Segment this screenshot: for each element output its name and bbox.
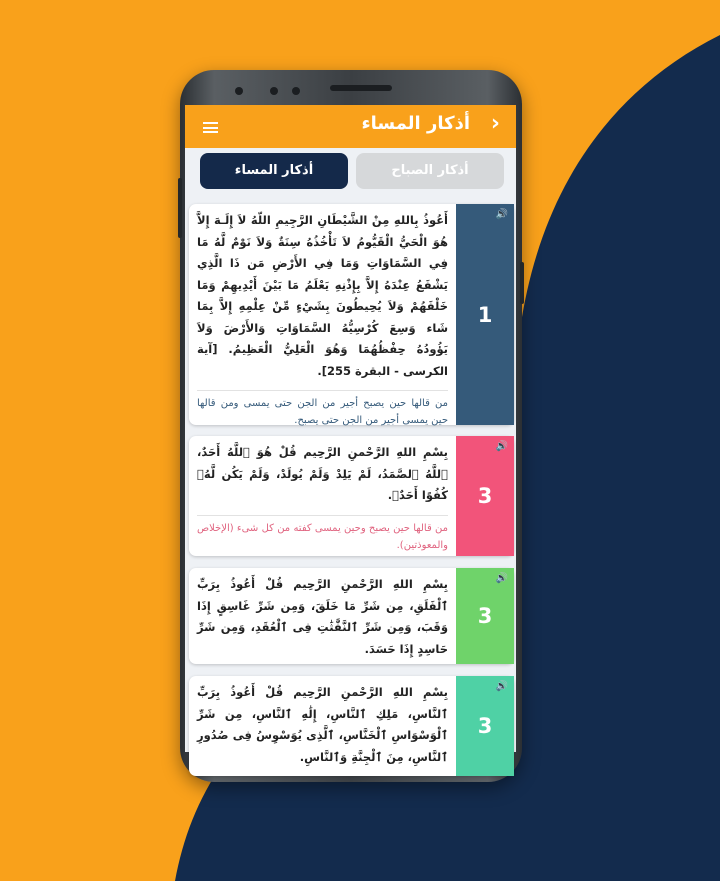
tab-morning[interactable]: أذكار الصباح [356, 153, 504, 189]
counter-strip[interactable] [456, 676, 514, 776]
dhikr-card[interactable] [189, 568, 514, 664]
speaker-icon[interactable]: 🔊 [495, 573, 508, 584]
count: 1 [477, 302, 493, 327]
speaker-icon[interactable]: 🔊 [495, 681, 508, 692]
dhikr-text: بِسْمِ اللهِ الرَّحْمنِ الرَّحِيم قُلْ أَعُوذُ بِرَبِّ ٱلْفَلَقِ، مِن شَرِّ مَا خَلَقَ، وَمِن شَرِّ غَاسِقٍ إِذَا وَقَبَ، وَمِن شَرِّ ٱلنَّفَّٰثَٰتِ فِى ٱلْعُقَدِ، وَمِن شَرِّ حَاسِدٍ إِذَا حَسَدَ. [197, 577, 448, 656]
counter-strip[interactable] [456, 436, 514, 556]
tabs [200, 153, 504, 189]
volume-button [178, 178, 182, 238]
dhikr-text: بِسْمِ اللهِ الرَّحْمنِ الرَّحِيم قُلْ أَعُوذُ بِرَبِّ ٱلنَّاسِ، مَلِكِ ٱلنَّاسِ، إِلَٰهِ ٱلنَّاسِ، مِن شَرِّ ٱلْوَسْوَاسِ ٱلْخَنَّاسِ، ٱلَّذِى يُوَسْوِسُ فِى صُدُورِ ٱلنَّاسِ، مِنَ ٱلْجِنَّةِ وَٱلنَّاسِ. [197, 685, 448, 764]
counter-strip[interactable] [456, 204, 514, 425]
tab-evening[interactable]: أذكار المساء [200, 153, 348, 189]
count: 3 [477, 714, 493, 738]
earpiece [330, 85, 392, 91]
speaker-icon[interactable]: 🔊 [495, 209, 508, 220]
dhikr-text: بِسْمِ اللهِ الرَّحْمنِ الرَّحِيم قُلْ هُوَ ٱللَّهُ أَحَدٌ، ٱللَّهُ ٱلصَّمَدُ، لَمْ يَلِدْ وَلَمْ يُولَدْ، وَلَمْ يَكُن لَّهُۥ كُفُوًا أَحَدٌۢ. [197, 445, 448, 502]
count: 3 [477, 484, 493, 508]
dhikr-card[interactable] [189, 436, 514, 556]
counter-strip[interactable] [456, 568, 514, 664]
dhikr-note: من قالها حين يصبح وحين يمسى كفته من كل شىء (الإخلاص والمعوذتين). [197, 515, 448, 554]
power-button [520, 262, 524, 304]
sensor-icon [270, 87, 278, 95]
page-title: أذكار المساء [361, 113, 470, 134]
count: 3 [477, 604, 493, 628]
speaker-icon[interactable]: 🔊 [495, 441, 508, 452]
app-header [185, 105, 516, 148]
dhikr-card[interactable] [189, 204, 514, 425]
dhikr-note: من قالها حين يصبح أجير من الجن حتى يمسى ومن قالها حين يمسى أجير من الجن حتى يصبح. [197, 390, 448, 429]
dhikr-text: أَعُوذُ بِاللهِ مِنْ الشَّيْطَانِ الرَّجِيمِ اللّهُ لاَ إِلَـهَ إِلاَّ هُوَ الْحَيُّ الْقَيُّومُ لاَ تَأْخُذُهُ سِنَةٌ وَلاَ نَوْمٌ لَّهُ مَا فِي السَّمَاوَاتِ وَمَا فِي الأَرْضِ مَن ذَا الَّذِي يَشْفَعُ عِنْدَهُ إِلاَّ بِإِذْنِهِ يَعْلَمُ مَا بَيْنَ أَيْدِيهِمْ وَمَا خَلْفَهُمْ وَلاَ يُحِيطُونَ بِشَيْءٍ مِّنْ عِلْمِهِ إِلاَّ بِمَا شَاء وَسِعَ كُرْسِيُّهُ السَّمَاوَاتِ وَالأَرْضَ وَلاَ يَؤُودُهُ حِفْظُهُمَا وَهُوَ الْعَلِيُّ الْعَظِيمُ. [آية الكرسى - البقرة 255]. [197, 213, 448, 378]
sensor-icon [292, 87, 300, 95]
chevron-right-icon[interactable]: › [490, 111, 500, 136]
hamburger-icon[interactable] [203, 122, 218, 133]
app-screen [185, 105, 516, 764]
camera-icon [235, 87, 243, 95]
dhikr-card[interactable] [189, 676, 514, 776]
